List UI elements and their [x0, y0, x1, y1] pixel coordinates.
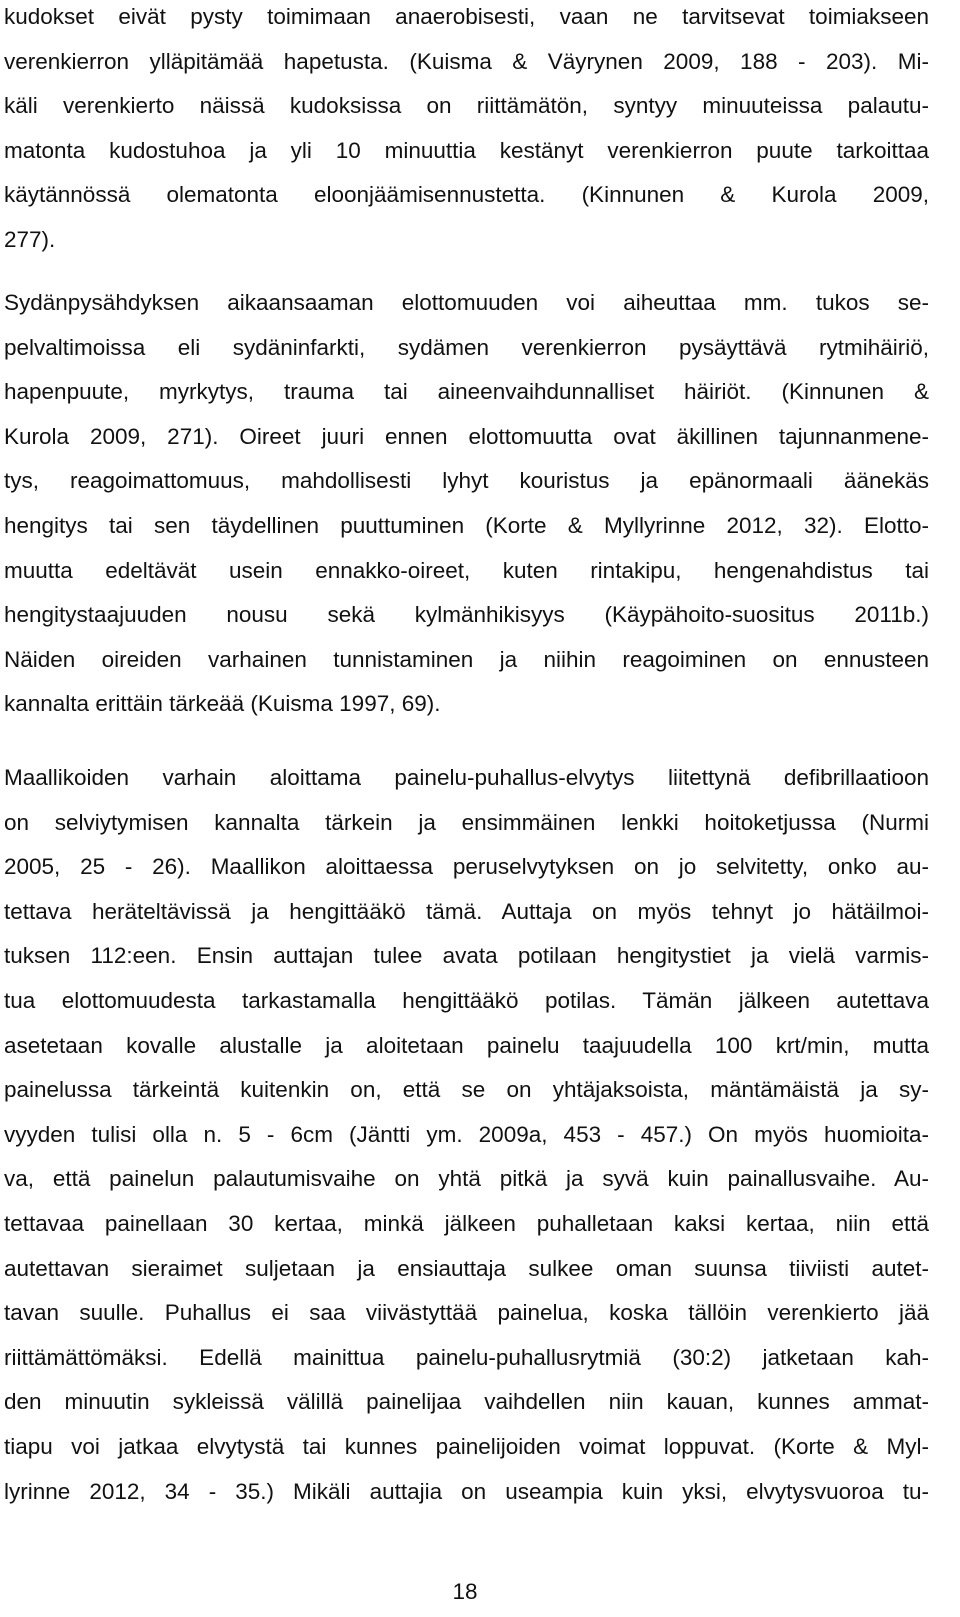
text-line: riittämättömäksi. Edellä mainittua painelu-puhallusrytmiä (30:2) jatketaan kah- [4, 1344, 929, 1370]
text-line: tys, reagoimattomuus, mahdollisesti lyhyt kouristus ja epänormaali äänekäs [4, 468, 929, 494]
text-line: den minuutin sykleissä välillä painelijaa vaihdellen niin kauan, kunnes ammat- [4, 1389, 929, 1415]
text-line: verenkierron ylläpitämää hapetusta. (Kuisma & Väyrynen 2009, 188 - 203). Mi- [4, 48, 929, 74]
paragraph-resuscitation [4, 756, 929, 1514]
text-line: lyrinne 2012, 34 - 35.) Mikäli auttajia on useampia kuin yksi, elvytysvuoroa tu- [4, 1478, 929, 1504]
text-line: hengitystaajuuden nousu sekä kylmänhikisyys (Käypähoito-suositus 2011b.) [4, 602, 929, 628]
text-line: autettavan sieraimet suljetaan ja ensiauttaja sulkee oman suunsa tiiviisti autet- [4, 1255, 929, 1281]
text-line: tettavaa painellaan 30 kertaa, minkä jälkeen puhalletaan kaksi kertaa, niin että [4, 1210, 929, 1236]
text-line: hengitys tai sen täydellinen puuttuminen (Korte & Myllyrinne 2012, 32). Elotto- [4, 512, 929, 538]
text-line: 2005, 25 - 26). Maallikon aloittaessa peruselvytyksen on jo selvitetty, onko au- [4, 854, 929, 880]
text-line: 277). [4, 226, 56, 252]
paragraph-intro [4, 0, 929, 263]
text-line: tuksen 112:een. Ensin auttajan tulee avata potilaan hengitystiet ja vielä varmis- [4, 943, 929, 969]
text-line: tettava heräteltävissä ja hengittääkö tämä. Auttaja on myös tehnyt jo hätäilmoi- [4, 898, 929, 924]
text-line: käytännössä olematonta eloonjäämisennustetta. (Kinnunen & Kurola 2009, [4, 182, 929, 208]
text-line: tua elottomuudesta tarkastamalla hengittääkö potilas. Tämän jälkeen autettava [4, 987, 929, 1013]
text-line: tiapu voi jatkaa elvytystä tai kunnes painelijoiden voimat loppuvat. (Korte & Myl- [4, 1433, 929, 1459]
text-line: kannalta erittäin tärkeää (Kuisma 1997, 69). [4, 691, 441, 717]
text-line: on selviytymisen kannalta tärkein ja ensimmäinen lenkki hoitoketjussa (Nurmi [4, 809, 929, 835]
text-line: Näiden oireiden varhainen tunnistaminen ja niihin reagoiminen on ennusteen [4, 646, 929, 672]
page-number: 18 [452, 1579, 478, 1604]
text-line: tavan suulle. Puhallus ei saa viivästyttää painelua, koska tällöin verenkierto jää [4, 1300, 929, 1326]
text-line: va, että painelun palautumisvaihe on yhtä pitkä ja syvä kuin painallusvaihe. Au- [4, 1166, 929, 1192]
text-line: painelussa tärkeintä kuitenkin on, että se on yhtäjaksoista, mäntämäistä ja sy- [4, 1077, 929, 1103]
text-line: käli verenkierto näissä kudoksissa on riittämätön, syntyy minuuteissa palautu- [4, 93, 929, 119]
text-line: Kurola 2009, 271). Oireet juuri ennen elottomuutta ovat äkillinen tajunnanmene- [4, 423, 929, 449]
text-line: hapenpuute, myrkytys, trauma tai aineenvaihdunnalliset häiriöt. (Kinnunen & [4, 379, 929, 405]
text-line: Sydänpysähdyksen aikaansaaman elottomuuden voi aiheuttaa mm. tukos se- [4, 290, 929, 315]
text-line: matonta kudostuhoa ja yli 10 minuuttia kestänyt verenkierron puute tarkoittaa [4, 137, 929, 163]
text-line: vyyden tulisi olla n. 5 - 6cm (Jäntti ym. 2009a, 453 - 457.) On myös huomioita- [4, 1121, 929, 1147]
text-line: asetetaan kovalle alustalle ja aloitetaan painelu taajuudella 100 krt/min, mutta [4, 1032, 929, 1058]
text-line: pelvaltimoissa eli sydäninfarkti, sydämen verenkierron pysäyttävä rytmihäiriö, [4, 334, 929, 360]
text-line: kudokset eivät pysty toimimaan anaerobisesti, vaan ne tarvitsevat toimiakseen [4, 4, 929, 29]
text-line: Maallikoiden varhain aloittama painelu-puhallus-elvytys liitettynä defibrillaatioon [4, 765, 929, 790]
text-line: muutta edeltävät usein ennakko-oireet, kuten rintakipu, hengenahdistus tai [4, 557, 929, 583]
paragraph-cardiac-arrest [4, 281, 929, 727]
